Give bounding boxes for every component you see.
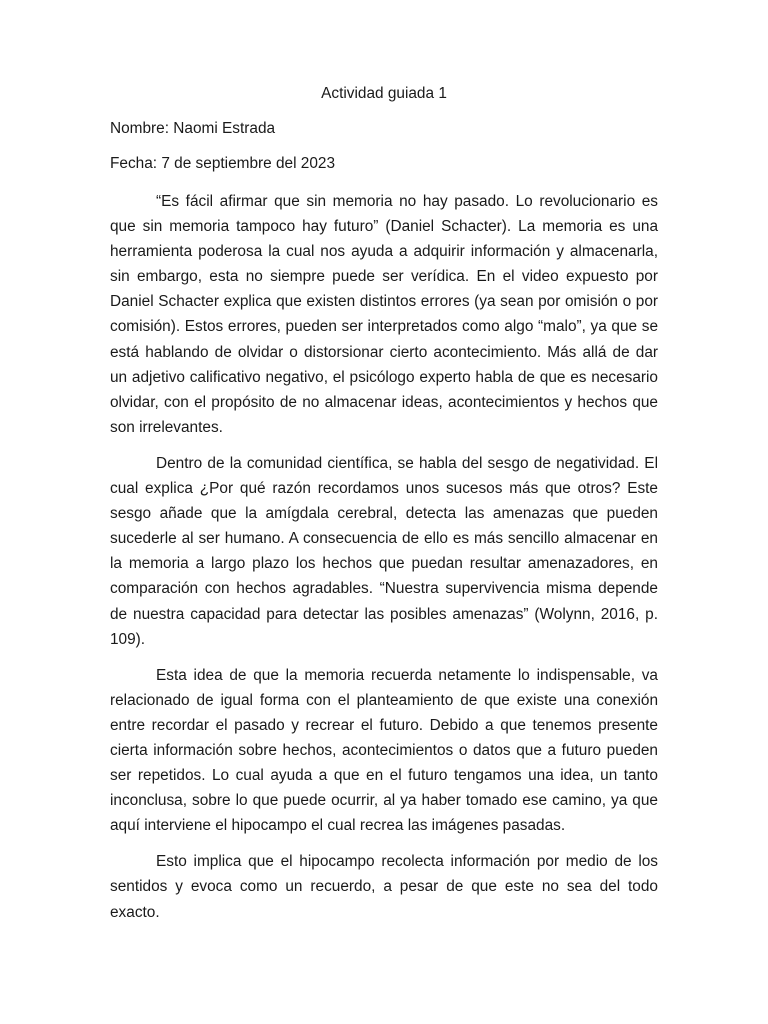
paragraph-1: “Es fácil afirmar que sin memoria no hay pasado. Lo revolucionario es que sin memoria tampoco hay futuro” (Daniel Schacter). La memoria es una herramienta poderosa la cual nos ayuda a adquirir información y almacenarla, sin embargo, esta no siempre puede ser verídica. En el video expuesto por Daniel Schacter explica que existen distintos errores (ya sean por omisión o por comisión). Estos errores, pueden ser interpretados como algo “malo”, ya que se está hablando de olvidar o distorsionar cierto acontecimiento. Más allá de dar un adjetivo calificativo negativo, el psicólogo experto habla de que es necesario olvidar, con el propósito de no almacenar ideas, acontecimientos y hechos que son irrelevantes. xyxy=(110,193,658,436)
paragraph-4: Esto implica que el hipocampo recolecta información por medio de los sentidos y evoca como un recuerdo, a pesar de que este no sea del todo exacto. xyxy=(110,853,658,921)
document-title: Actividad guiada 1 xyxy=(321,85,447,102)
paragraph-2: Dentro de la comunidad científica, se habla del sesgo de negatividad. El cual explica ¿Por qué razón recordamos unos sucesos más que otros? Este sesgo añade que la amígdala cerebral, detecta las amenazas que pueden sucederle al ser humano. A consecuencia de ello es más sencillo almacenar en la memoria a largo plazo los hechos que puedan resultar amenazadores, en comparación con hechos agradables. “Nuestra supervivencia misma depende de nuestra capacidad para detectar las posibles amenazas” (Wolynn, 2016, p. 109). xyxy=(110,454,658,648)
document-date: Fecha: 7 de septiembre del 2023 xyxy=(110,155,336,172)
student-name: Nombre: Naomi Estrada xyxy=(110,120,276,137)
paragraph-3: Esta idea de que la memoria recuerda netamente lo indispensable, va relacionado de igual forma con el planteamiento de que existe una conexión entre recordar el pasado y recrear el futuro. Debido a que tenemos presente cierta información sobre hechos, acontecimientos o datos que a futuro pueden ser repetidos. Lo cual ayuda a que en el futuro tengamos una idea, un tanto inconclusa, sobre lo que puede ocurrir, al ya haber tomado ese camino, ya que aquí interviene el hipocampo el cual recrea las imágenes pasadas. xyxy=(110,666,658,835)
document-body xyxy=(110,84,658,936)
